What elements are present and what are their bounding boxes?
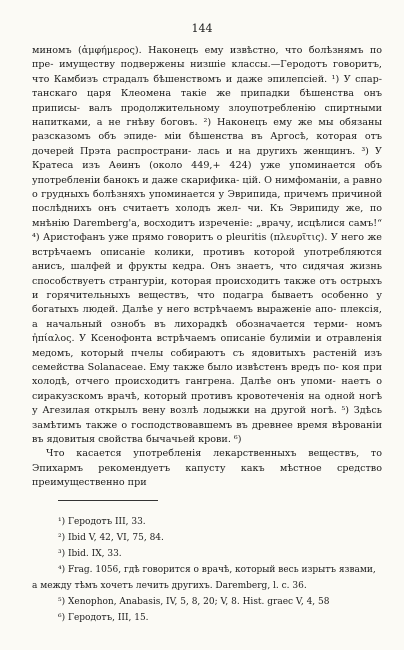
footnote: ⁴) Frag. 1056, гдѣ говорится о врачѣ, который весь изрытъ язвами,: [58, 565, 376, 575]
text-line: номъ ἠπίαλος. У Ксенофонта встрѣчаемъ описаніе булиміи: [32, 318, 382, 345]
text-line: 424) уже упоминается объ употребленіи банокъ и даже скарифика-: [32, 160, 383, 186]
text-line: Что касается употребленія лекарственныхъ веществъ, то Эпихармъ: [32, 448, 382, 474]
footnote-continuation: а между тѣмъ хочетъ лечить другихъ. Daremberg, l. c. 36.: [32, 581, 307, 591]
text-line: наетъ о сиракузскомъ врачѣ, который противъ кровотеченія на одной: [32, 376, 382, 402]
text-line: изъ семейства Solanaceae. Ему также было извѣстенъ вредъ по-: [32, 347, 382, 373]
text-line: Камбизъ страдалъ бѣшенствомъ и даже эпилепсіей. ¹) У спар-: [53, 73, 382, 85]
footnote: ³) Ibid. IX, 33.: [58, 549, 122, 559]
text-line: и отравленія медомъ, который пчелы собираютъ съ ядовитыхъ растеній: [32, 333, 382, 359]
text-line: замѣтимъ также о господствовавшемъ въ древнее время вѣрованіи въ: [32, 419, 382, 445]
main-text: [32, 44, 382, 491]
text-line: цій. О нимфоманіи, а равно о грудныхъ болѣзняхъ упоминается у: [32, 174, 382, 201]
text-line: миномъ (ἀμφήμερος). Наконецъ ему извѣстно, что болѣзнямъ по пре-: [32, 45, 382, 71]
text-line: имуществу подвержены низшіе классы.—Геродотъ говоритъ, что: [32, 59, 382, 85]
paragraph-1: [32, 44, 382, 447]
text-line: міи бѣшенства въ Аргосѣ, которая отъ дочерей Прэта распространи-: [32, 131, 383, 157]
footnote: ⁶) Геродотъ, III, 15.: [58, 613, 149, 623]
text-line: плексія, а начальный ознобъ въ лихорадкѣ обозначается терми-: [32, 304, 382, 330]
text-line: что сидячая жизнь способствуетъ странгуріи, которая происходитъ: [32, 261, 382, 287]
text-line: pleuritis (πλευρῖτις). У него же встрѣчаемъ описаніе колики, противъ: [32, 232, 382, 258]
paragraph-2: [32, 447, 382, 490]
footnote-divider: [58, 500, 158, 501]
text-line: которой употребляются анисъ, шалфей и фрукты кедра. Онъ знаетъ,: [32, 246, 382, 273]
text-line: танскаго царя Клеомена такіе же припадки бѣшенства онъ приписы-: [32, 88, 382, 114]
text-line: ногѣ у Агезилая открылъ вену возлѣ лодыжки на другой ногѣ. ⁵) Здѣсь: [32, 390, 382, 417]
text-line: также отъ острыхъ и горячительныхъ веществъ, что подагра бываетъ: [32, 275, 382, 301]
text-line: ядовитыя свойства бычачьей крови. ⁶): [46, 433, 242, 445]
footnote: ¹) Геродотъ III, 33.: [58, 517, 146, 527]
text-line: Эврипида, причемъ причиной послѣднихъ онъ считаетъ холодъ жел-: [32, 189, 382, 215]
text-line: лась и на другихъ женщинъ. ³) У Кратеса изъ Аѳинъ (около 449,+: [32, 145, 382, 172]
text-line: „врачу, исцѣлися самъ!“ ⁴) Аристофанъ уже прямо говоритъ о: [32, 217, 382, 244]
text-line: особенно у богатыхъ людей. Далѣе у него встрѣчаемъ выраженіе апо-: [32, 289, 382, 316]
footnotes: [32, 514, 382, 626]
text-line: коя при холодѣ, отчего происходитъ гангрена. Далѣе онъ упоми-: [32, 361, 382, 388]
footnote: ²) Ibid V, 42, VI, 75, 84.: [58, 533, 164, 543]
text-line: рекомендуетъ капусту какъ мѣстное средство преимущественно при: [32, 462, 382, 489]
text-line: чи. Къ Эврипиду же, по мнѣнію Daremberg'а, восходитъ изреченіе:: [32, 203, 382, 229]
text-line: гнѣву боговъ. ²) Наконецъ ему же мы обязаны разсказомъ объ эпиде-: [32, 117, 382, 143]
footnote: ⁵) Xenophon, Anabasis, IV, 5, 8, 20; V, 8. Hist. graec V, 4, 58: [58, 597, 330, 607]
page-number: 144: [191, 22, 213, 35]
text-line: валъ продолжительному злоупотребленію спиртными напитками, а не: [32, 102, 382, 129]
